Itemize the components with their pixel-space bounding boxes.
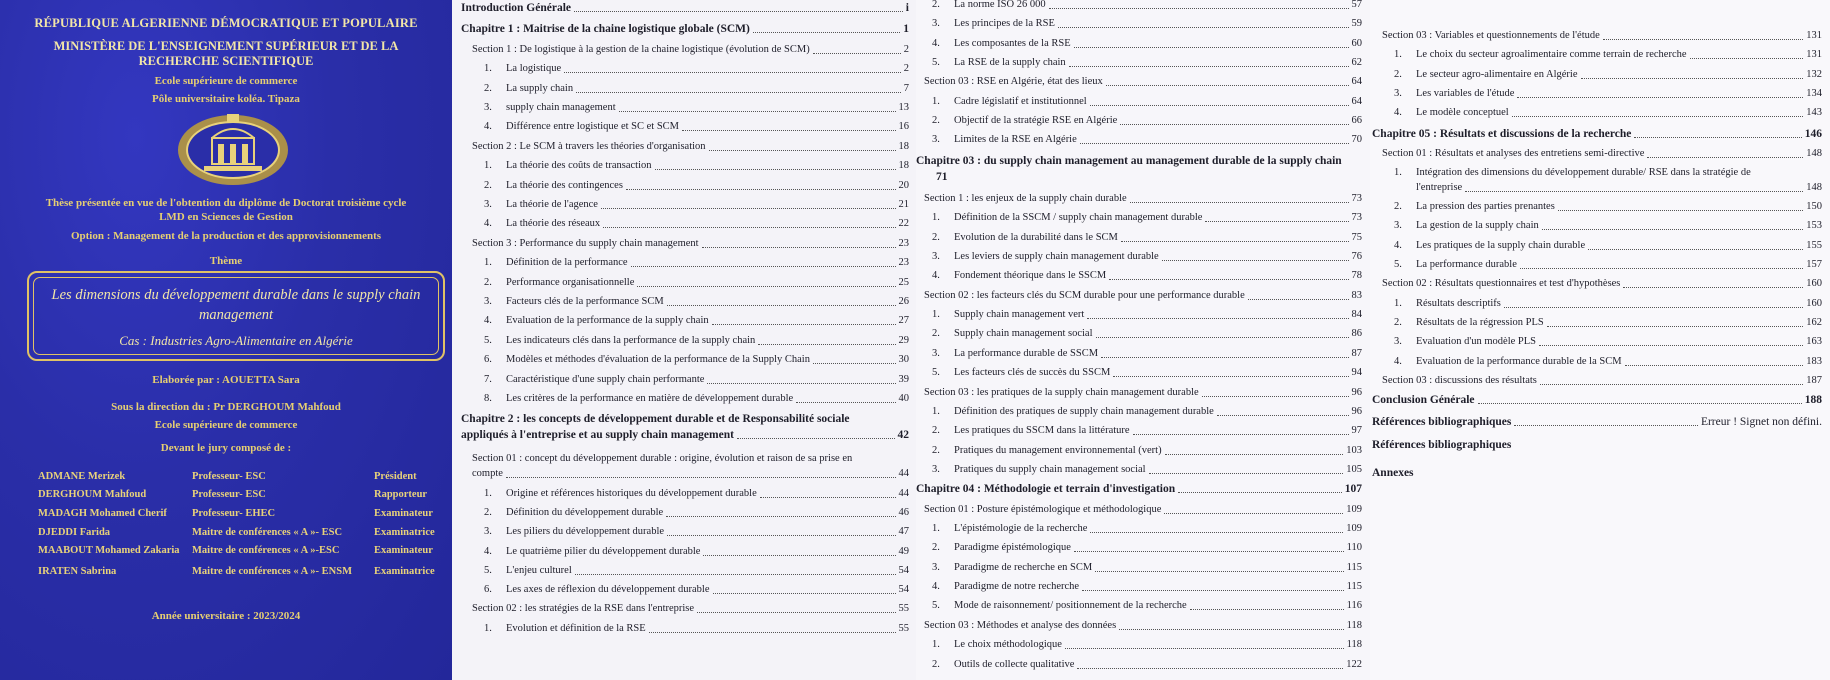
- toc-entry[interactable]: 5. Mode de raisonnement/ positionnement de la recherche 116: [932, 600, 1362, 611]
- cover-academic-year: Année universitaire : 2023/2024: [151, 610, 301, 622]
- toc-entry[interactable]: 2. La norme ISO 26 000 57: [932, 0, 1362, 10]
- toc-entry[interactable]: 3. La théorie de l'agence 21: [484, 199, 909, 210]
- toc-entry-line[interactable]: Annexes: [1372, 467, 1414, 479]
- jury-member-role: Examinatrice: [374, 527, 435, 538]
- toc-entry[interactable]: 3. Pratiques du supply chain management social 105: [932, 464, 1362, 475]
- toc-entry[interactable]: 5. La RSE de la supply chain 62: [932, 57, 1362, 68]
- toc-entry[interactable]: 1. La théorie des coûts de transaction 18: [484, 160, 909, 171]
- toc-entry[interactable]: 1. Définition de la SSCM / supply chain management durable 73: [932, 212, 1362, 223]
- cover-title-frame: [27, 271, 445, 361]
- jury-member-role: Examinatrice: [374, 566, 435, 577]
- toc-entry[interactable]: 4. Les pratiques de la supply chain durable 155: [1394, 240, 1822, 251]
- toc-page-2: [916, 0, 1370, 680]
- toc-entry[interactable]: 2. Définition du développement durable 46: [484, 507, 909, 518]
- toc-entry[interactable]: 1. Evolution et définition de la RSE 55: [484, 623, 909, 634]
- toc-entry[interactable]: 1. Résultats descriptifs 160: [1394, 298, 1822, 309]
- toc-entry[interactable]: Section 1 : De logistique à la gestion de la chaine logistique (évolution de SCM) 2: [472, 44, 909, 55]
- toc-entry[interactable]: 2. Les pratiques du SSCM dans la littérature 97: [932, 425, 1362, 436]
- jury-member-name: MADAGH Mohamed Cherif: [38, 508, 167, 519]
- toc-entry[interactable]: 2. Résultats de la régression PLS 162: [1394, 317, 1822, 328]
- jury-member-grade: Maitre de conférences « A »- ENSM: [192, 566, 352, 577]
- school-emblem-icon: [174, 110, 292, 186]
- jury-member-role: Président: [374, 471, 417, 482]
- jury-member-name: ADMANE Merizek: [38, 471, 126, 482]
- jury-member-role: Examinateur: [374, 508, 433, 519]
- toc-entry[interactable]: 2. La théorie des contingences 20: [484, 180, 909, 191]
- toc-entry[interactable]: 4. Evaluation de la performance durable de la SCM 183: [1394, 356, 1822, 367]
- toc-entry[interactable]: 5. Les facteurs clés de succès du SSCM 94: [932, 367, 1362, 378]
- cover-supervisor-school: Ecole supérieure de commerce: [154, 419, 298, 431]
- cover-author: Elaborée par : AOUETTA Sara: [152, 374, 300, 386]
- cover-republic: RÉPUBLIQUE ALGERIENNE DÉMOCRATIQUE ET POPULAIRE: [34, 16, 418, 30]
- toc-entry[interactable]: Section 01 : Résultats et analyses des entretiens semi-directive 148: [1382, 148, 1822, 159]
- cover-school: Ecole supérieure de commerce: [154, 75, 298, 87]
- toc-entry[interactable]: 3. Limites de la RSE en Algérie 70: [932, 134, 1362, 145]
- toc-entry[interactable]: l'entreprise 148: [1416, 182, 1822, 193]
- toc-entry[interactable]: Introduction Générale i: [461, 2, 909, 14]
- toc-entry-line[interactable]: 1. Intégration des dimensions du développement durable/ RSE dans la stratégie de: [1394, 167, 1751, 178]
- toc-entry[interactable]: Section 03 : RSE en Algérie, état des lieux 64: [924, 76, 1362, 87]
- toc-entry[interactable]: 3. La gestion de la supply chain 153: [1394, 220, 1822, 231]
- toc-entry[interactable]: 1. Définition de la performance 23: [484, 257, 909, 268]
- toc-entry[interactable]: 1. Le choix du secteur agroalimentaire comme terrain de recherche 131: [1394, 49, 1822, 60]
- toc-entry[interactable]: Section 03 : discussions des résultats 187: [1382, 375, 1822, 386]
- toc-entry[interactable]: Chapitre 04 : Méthodologie et terrain d'investigation 107: [916, 483, 1362, 495]
- toc-entry[interactable]: Chapitre 1 : Maitrise de la chaine logistique globale (SCM) 1: [461, 23, 909, 35]
- jury-member-role: Examinateur: [374, 545, 433, 556]
- toc-entry[interactable]: Conclusion Générale 188: [1372, 394, 1822, 406]
- toc-entry-line[interactable]: Chapitre 2 : les concepts de développement durable et de Responsabilité sociale: [461, 413, 850, 425]
- toc-entry[interactable]: 5. L'enjeu culturel 54: [484, 565, 909, 576]
- toc-entry[interactable]: 2. Evolution de la durabilité dans le SCM 75: [932, 232, 1362, 243]
- jury-member-name: IRATEN Sabrina: [38, 566, 117, 577]
- toc-entry[interactable]: 4. Le quatrième pilier du développement durable 49: [484, 546, 909, 557]
- toc-entry[interactable]: 5. La performance durable 157: [1394, 259, 1822, 270]
- cover-purpose: Thèse présentée en vue de l'obtention du diplôme de Doctorat troisième cycle LMD en Sciences de Gestion: [45, 197, 407, 223]
- toc-entry[interactable]: 3. Les piliers du développement durable 47: [484, 526, 909, 537]
- jury-member-grade: Maitre de conférences « A »-ESC: [192, 545, 340, 556]
- jury-member-grade: Professeur- ESC: [192, 489, 266, 500]
- toc-entry[interactable]: Section 03 : Variables et questionnements de l'étude 131: [1382, 30, 1822, 41]
- thesis-cover: [0, 0, 452, 680]
- toc-entry[interactable]: 2. Outils de collecte qualitative 122: [932, 659, 1362, 670]
- toc-entry[interactable]: 2. Performance organisationnelle 25: [484, 277, 909, 288]
- toc-entry[interactable]: 2. Pratiques du management environnemental (vert) 103: [932, 445, 1362, 456]
- toc-entry[interactable]: 1. Le choix méthodologique 118: [932, 639, 1362, 650]
- toc-entry[interactable]: 4. La théorie des réseaux 22: [484, 218, 909, 229]
- toc-entry[interactable]: Section 02 : les stratégies de la RSE dans l'entreprise 55: [472, 603, 909, 614]
- toc-entry[interactable]: 4. Les composantes de la RSE 60: [932, 38, 1362, 49]
- toc-entry[interactable]: 2. La supply chain 7: [484, 83, 909, 94]
- toc-entry[interactable]: 2. Objectif de la stratégie RSE en Algérie 66: [932, 115, 1362, 126]
- toc-entry[interactable]: Section 03 : les pratiques de la supply chain management durable 96: [924, 387, 1362, 398]
- toc-entry[interactable]: 4. Paradigme de notre recherche 115: [932, 581, 1362, 592]
- toc-entry[interactable]: Section 2 : Le SCM à travers les théories d'organisation 18: [472, 141, 909, 152]
- toc-entry[interactable]: 2. La pression des parties prenantes 150: [1394, 201, 1822, 212]
- cover-supervisor: Sous la direction du : Pr DERGHOUM Mahfoud: [111, 401, 341, 413]
- jury-member-role: Rapporteur: [374, 489, 428, 500]
- toc-entry[interactable]: 2. Supply chain management social 86: [932, 328, 1362, 339]
- jury-member-name: DJEDDI Farida: [38, 527, 111, 538]
- cover-thesis-title: Les dimensions du développement durable dans le supply chain management: [51, 287, 421, 323]
- cover-ministry: MINISTÈRE DE L'ENSEIGNEMENT SUPÉRIEUR ET DE LA RECHERCHE SCIENTIFIQUE: [53, 39, 399, 68]
- toc-page-3: [1370, 0, 1830, 680]
- toc-page-1: [452, 0, 916, 680]
- jury-member-grade: Maitre de conférences « A »- ESC: [192, 527, 343, 538]
- jury-member-grade: Professeur- EHEC: [192, 508, 276, 519]
- toc-entry[interactable]: 1. Cadre législatif et institutionnel 64: [932, 96, 1362, 107]
- toc-entry[interactable]: 3. La performance durable de SSCM 87: [932, 348, 1362, 359]
- toc-entry[interactable]: compte 44: [472, 468, 909, 479]
- toc-entry[interactable]: 3. Facteurs clés de la performance SCM 26: [484, 296, 909, 307]
- jury-member-name: DERGHOUM Mahfoud: [38, 489, 147, 500]
- toc-entry[interactable]: 3. Paradigme de recherche en SCM 115: [932, 562, 1362, 573]
- toc-entry-line[interactable]: Chapitre 03 : du supply chain management au management durable de la supply chain: [916, 155, 1342, 167]
- toc-entry[interactable]: appliqués à l'entreprise et au supply chain management 42: [461, 429, 909, 441]
- toc-entry[interactable]: 6. Modèles et méthodes d'évaluation de la performance de la Supply Chain 30: [484, 354, 909, 365]
- toc-entry[interactable]: Chapitre 05 : Résultats et discussions de la recherche 146: [1372, 128, 1822, 140]
- toc-entry[interactable]: Références bibliographiques Erreur ! Signet non défini.: [1372, 416, 1822, 428]
- toc-entry[interactable]: 3. supply chain management 13: [484, 102, 909, 113]
- toc-entry-line[interactable]: Références bibliographiques: [1372, 439, 1512, 451]
- toc-entry[interactable]: 7. Caractéristique d'une supply chain performante 39: [484, 374, 909, 385]
- toc-entry[interactable]: Section 02 : Résultats questionnaires et test d'hypothèses 160: [1382, 278, 1822, 289]
- toc-entry-page[interactable]: 71: [936, 171, 948, 183]
- toc-entry[interactable]: 1. La logistique 2: [484, 63, 909, 74]
- toc-entry[interactable]: 3. Les variables de l'étude 134: [1394, 88, 1822, 99]
- jury-member-name: MAABOUT Mohamed Zakaria: [38, 545, 180, 556]
- toc-entry[interactable]: Section 03 : Méthodes et analyse des données 118: [924, 620, 1362, 631]
- toc-entry[interactable]: 1. L'épistémologie de la recherche 109: [932, 523, 1362, 534]
- cover-campus: Pôle universitaire koléa. Tipaza: [152, 93, 300, 105]
- toc-entry[interactable]: Section 3 : Performance du supply chain management 23: [472, 238, 909, 249]
- toc-entry[interactable]: 1. Origine et références historiques du développement durable 44: [484, 488, 909, 499]
- cover-jury-intro: Devant le jury composé de :: [160, 442, 292, 454]
- toc-entry[interactable]: 3. Les principes de la RSE 59: [932, 18, 1362, 29]
- toc-entry[interactable]: 2. Le secteur agro-alimentaire en Algérie 132: [1394, 69, 1822, 80]
- toc-entry[interactable]: 2. Paradigme épistémologique 110: [932, 542, 1362, 553]
- toc-entry[interactable]: 1. Définition des pratiques de supply chain management durable 96: [932, 406, 1362, 417]
- toc-entry[interactable]: 5. Les indicateurs clés dans la performance de la supply chain 29: [484, 335, 909, 346]
- toc-entry[interactable]: 4. Différence entre logistique et SC et SCM 16: [484, 121, 909, 132]
- toc-entry[interactable]: 1. Supply chain management vert 84: [932, 309, 1362, 320]
- toc-entry[interactable]: Section 01 : Posture épistémologique et méthodologique 109: [924, 504, 1362, 515]
- cover-case-study: Cas : Industries Agro-Alimentaire en Algérie: [119, 333, 353, 348]
- jury-member-grade: Professeur- ESC: [192, 471, 266, 482]
- toc-entry[interactable]: 3. Evaluation d'un modèle PLS 163: [1394, 336, 1822, 347]
- toc-entry-line[interactable]: Section 01 : concept du développement durable : origine, évolution et raison de sa prise en: [472, 453, 853, 464]
- toc-entry[interactable]: Section 02 : les facteurs clés du SCM durable pour une performance durable 83: [924, 290, 1362, 301]
- toc-entry[interactable]: 3. Les leviers de supply chain management durable 76: [932, 251, 1362, 262]
- toc-entry[interactable]: 6. Les axes de réflexion du développement durable 54: [484, 584, 909, 595]
- toc-entry[interactable]: 4. Fondement théorique dans le SSCM 78: [932, 270, 1362, 281]
- toc-entry[interactable]: 4. Le modèle conceptuel 143: [1394, 107, 1822, 118]
- toc-entry[interactable]: 8. Les critères de la performance en matière de développement durable 40: [484, 393, 909, 404]
- toc-entry[interactable]: Section 1 : les enjeux de la supply chain durable 73: [924, 193, 1362, 204]
- cover-option: Option : Management de la production et des approvisionnements: [70, 230, 382, 242]
- toc-entry[interactable]: 4. Evaluation de la performance de la supply chain 27: [484, 315, 909, 326]
- cover-theme-label: Thème: [209, 255, 243, 267]
